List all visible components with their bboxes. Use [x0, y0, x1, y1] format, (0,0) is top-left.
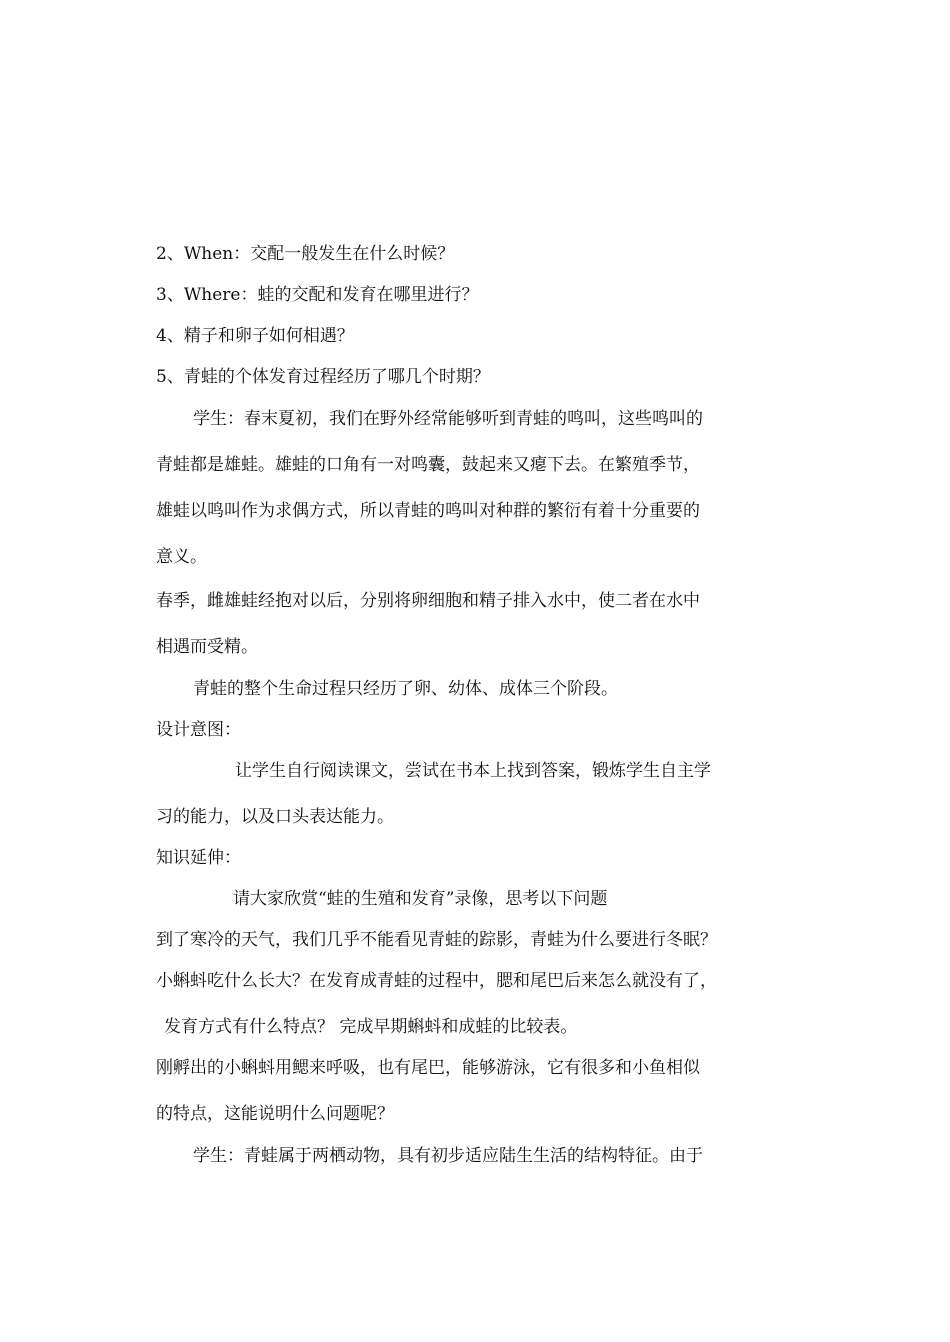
student-answer-1-line-3: 雄蛙以鸣叫作为求偶方式，所以青蛙的鸣叫对种群的繁衍有着十分重要的 — [156, 501, 700, 521]
spring-paragraph-line-2: 相遇而受精。 — [156, 637, 258, 657]
extension-question-1: 到了寒冷的天气，我们几乎不能看见青蛙的踪影，青蛙为什么要进行冬眠？ — [156, 930, 717, 950]
question-5: 5、青蛙的个体发育过程经历了哪几个时期？ — [156, 367, 490, 387]
design-intent-line-1: 让学生自行阅读课文，尝试在书本上找到答案，锻炼学生自主学 — [235, 761, 711, 781]
question-2: 2、When：交配一般发生在什么时候？ — [156, 244, 455, 264]
tadpole-paragraph-line-1: 刚孵出的小蝌蚪用鳃来呼吸，也有尾巴，能够游泳，它有很多和小鱼相似 — [156, 1058, 700, 1078]
knowledge-extension-label: 知识延伸： — [156, 848, 241, 868]
video-prompt: 请大家欣赏“蛙的生殖和发育”录像，思考以下问题 — [233, 889, 608, 909]
extension-question-3: 发育方式有什么特点？ 完成早期蝌蚪和成蛙的比较表。 — [164, 1017, 578, 1037]
student-answer-1-line-2: 青蛙都是雄蛙。雄蛙的口角有一对鸣囊，鼓起来又瘪下去。在繁殖季节， — [156, 455, 700, 475]
student-answer-1-line-4: 意义。 — [156, 547, 207, 567]
question-4: 4、精子和卵子如何相遇？ — [156, 326, 354, 346]
student-answer-2-line-1: 学生：青蛙属于两栖动物，具有初步适应陆生生活的结构特征。由于 — [193, 1146, 703, 1166]
student-answer-1-line-1: 学生：春末夏初，我们在野外经常能够听到青蛙的鸣叫，这些鸣叫的 — [193, 409, 703, 429]
extension-question-2: 小蝌蚪吃什么长大？在发育成青蛙的过程中，腮和尾巴后来怎么就没有了， — [156, 971, 717, 991]
question-3: 3、Where：蛙的交配和发育在哪里进行？ — [156, 285, 479, 305]
design-intent-label: 设计意图： — [156, 720, 241, 740]
spring-paragraph-line-1: 春季，雌雄蛙经抱对以后，分别将卵细胞和精子排入水中，使二者在水中 — [156, 591, 700, 611]
tadpole-paragraph-line-2: 的特点，这能说明什么问题呢？ — [156, 1104, 394, 1124]
life-stages-text: 青蛙的整个生命过程只经历了卵、幼体、成体三个阶段。 — [193, 679, 618, 699]
design-intent-line-2: 习的能力，以及口头表达能力。 — [156, 807, 394, 827]
